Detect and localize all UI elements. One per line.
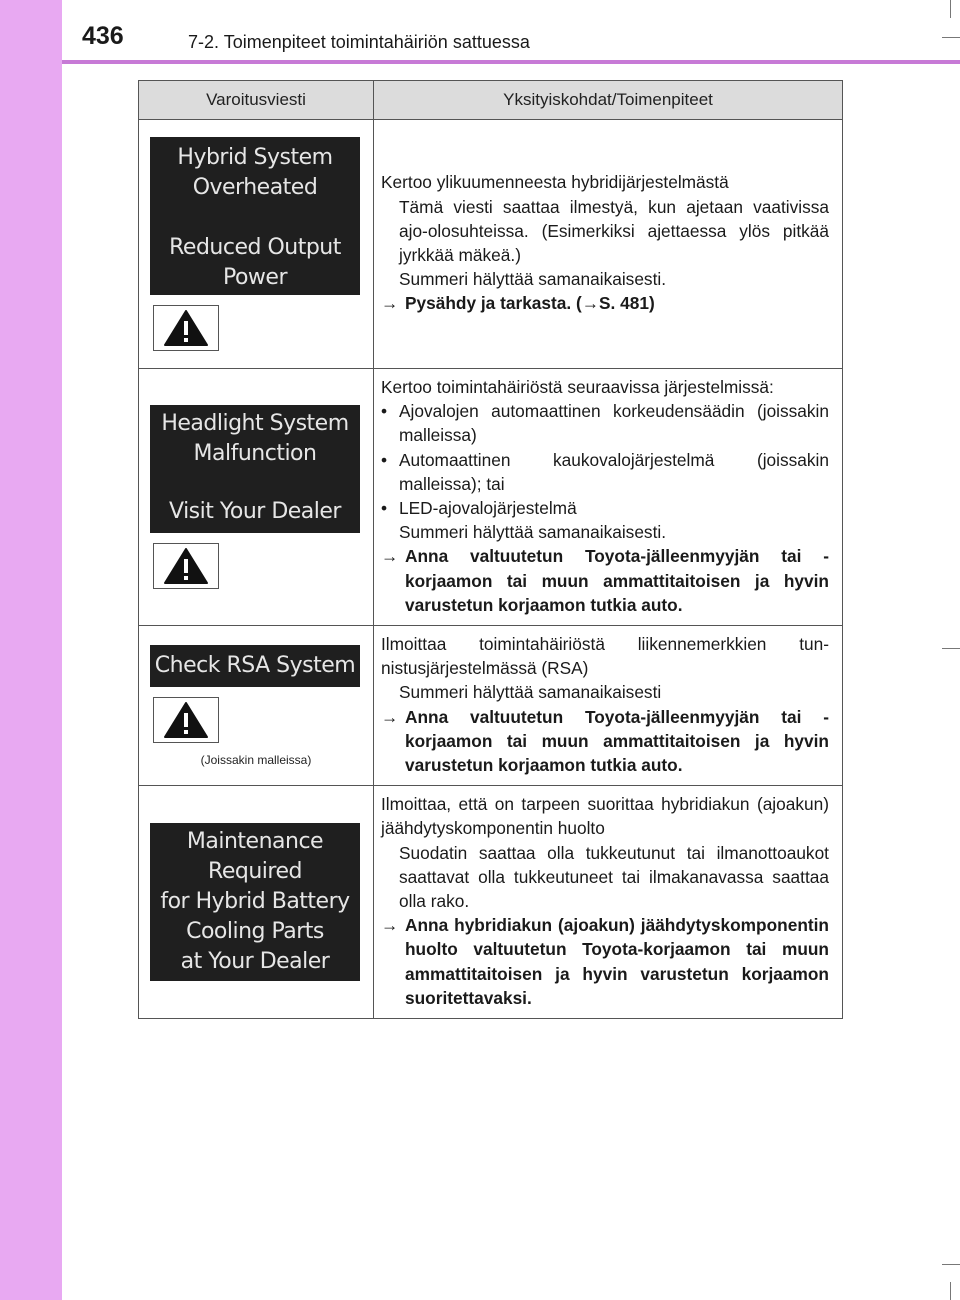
chapter-title: 7-2. Toimenpiteet toimintahäiriön sattuessa xyxy=(188,32,530,52)
column-header-details: Yksityiskohdat/Toimenpiteet xyxy=(374,81,843,120)
list-item: • LED-ajovalojärjestelmä xyxy=(381,498,577,519)
action-text xyxy=(381,544,829,617)
list-item: • Automaattinen kaukovalojärjestelmä (joissakin malleissa); tai xyxy=(381,449,829,494)
header-rule xyxy=(62,60,960,64)
details-cell xyxy=(374,786,843,1019)
crop-mark xyxy=(950,0,951,18)
display-line: Cooling Parts xyxy=(186,919,324,945)
side-color-band xyxy=(0,0,62,1300)
display-line: at Your Dealer xyxy=(180,949,330,975)
table-row xyxy=(139,626,843,786)
buzzer-text: Summeri hälyttää samanaikaisesti. xyxy=(399,269,667,290)
arrow-icon: → xyxy=(381,915,399,936)
display-line: Check RSA System xyxy=(154,652,356,678)
action-label: Anna valtuutetun Toyota-jälleenmyyjän tai -korjaamon tai muun ammattitaitoisen ja hyvin varustetun korjaamon tutkia auto. xyxy=(405,706,829,776)
model-note: (Joissakin malleissa) xyxy=(200,752,312,767)
bullet-text: LED-ajovalojärjestelmä xyxy=(399,498,577,519)
description-text: Ilmoittaa toimintahäiriöstä liikennemerkkien tunnistusjärjestelmässä (RSA) xyxy=(381,634,829,679)
action-label: Anna hybridiakun (ajoakun) jäähdytyskomponentin huolto valtuutetun Toyota-korjaamon tai muun ammattitaitoisen ja hyvin varustetun korjaamon suoritettavaksi. xyxy=(405,915,829,1008)
display-line: Required xyxy=(208,859,302,885)
message-cell xyxy=(139,626,374,786)
buzzer-text: Summeri hälyttää samanaikaisesti. xyxy=(399,522,667,543)
display-line: Maintenance xyxy=(186,829,324,855)
display-line: for Hybrid Battery xyxy=(160,889,350,915)
warning-triangle-icon xyxy=(153,697,219,743)
crop-mark xyxy=(942,1264,960,1265)
page-header xyxy=(62,0,960,62)
check-rsa-system-display xyxy=(150,645,360,687)
bullet-text: Automaattinen kaukovalojärjestelmä (joissakin malleissa); tai xyxy=(399,449,829,494)
warning-triangle-icon xyxy=(153,543,219,589)
details-cell xyxy=(374,626,843,786)
arrow-icon: → xyxy=(381,293,399,314)
bullet-text: Ajovalojen automaattinen korkeudensäädin (joissakin malleissa) xyxy=(399,401,829,446)
description-text: Ilmoittaa, että on tarpeen suorittaa hybridiakun (ajoakun) jäähdytyskomponentin huolto xyxy=(381,794,829,839)
crop-mark xyxy=(942,37,960,38)
action-label: Anna valtuutetun Toyota-jälleenmyyjän tai -korjaamon tai muun ammattitaitoisen ja hyvin varustetun korjaamon tutkia auto. xyxy=(405,546,829,615)
headlight-system-malfunction-display xyxy=(150,405,360,533)
display-line: Hybrid System xyxy=(177,145,333,170)
display-line: Visit Your Dealer xyxy=(169,499,341,525)
buzzer-text: Summeri hälyttää samanaikaisesti xyxy=(399,682,662,703)
action-text xyxy=(381,913,829,1010)
message-cell xyxy=(139,786,374,1019)
details-cell xyxy=(374,120,843,369)
action-text xyxy=(381,705,829,778)
action-text xyxy=(381,291,829,315)
warning-triangle-icon xyxy=(153,305,219,351)
details-cell xyxy=(374,369,843,626)
display-line: Malfunction xyxy=(193,441,317,467)
display-line: Power xyxy=(222,265,287,290)
table-row xyxy=(139,369,843,626)
hybrid-system-overheated-display xyxy=(150,137,360,295)
action-label: Pysähdy ja tarkasta. (→S. 481) xyxy=(405,293,655,314)
description-text: Kertoo toimintahäiriöstä seuraavissa järjestelmissä: xyxy=(381,377,774,397)
message-cell xyxy=(139,120,374,369)
display-line: Overheated xyxy=(192,175,318,200)
message-cell xyxy=(139,369,374,626)
table-row xyxy=(139,786,843,1019)
page-number: 436 xyxy=(82,22,124,50)
display-line: Headlight System xyxy=(161,411,349,437)
column-header-warning-message: Varoitusviesti xyxy=(139,81,374,120)
warning-message-table xyxy=(138,80,843,1019)
details-text: Suodatin saattaa olla tukkeutunut tai ilmanottoaukot saattavat olla tukkeutuneet tai ilmakanavassa saattaa olla rako. xyxy=(399,842,829,912)
details-text: Tämä viesti saattaa ilmestyä, kun ajetaan vaativissa ajo-olosuhteissa. (Esimerkiksi ajettaessa ylös pitkää jyrkkää mäkeä.) xyxy=(399,196,829,265)
display-line: Reduced Output xyxy=(169,235,341,260)
list-item: • Ajovalojen automaattinen korkeudensäädin (joissakin malleissa) xyxy=(381,401,829,446)
crop-mark xyxy=(942,648,960,649)
table-header-row xyxy=(139,81,843,120)
arrow-icon: → xyxy=(381,706,399,727)
table-row xyxy=(139,120,843,369)
arrow-icon: → xyxy=(381,546,399,567)
hybrid-battery-cooling-maintenance-display xyxy=(150,823,360,981)
crop-mark xyxy=(950,1282,951,1300)
description-text: Kertoo ylikuumenneesta hybridijärjestelmästä xyxy=(381,172,729,193)
